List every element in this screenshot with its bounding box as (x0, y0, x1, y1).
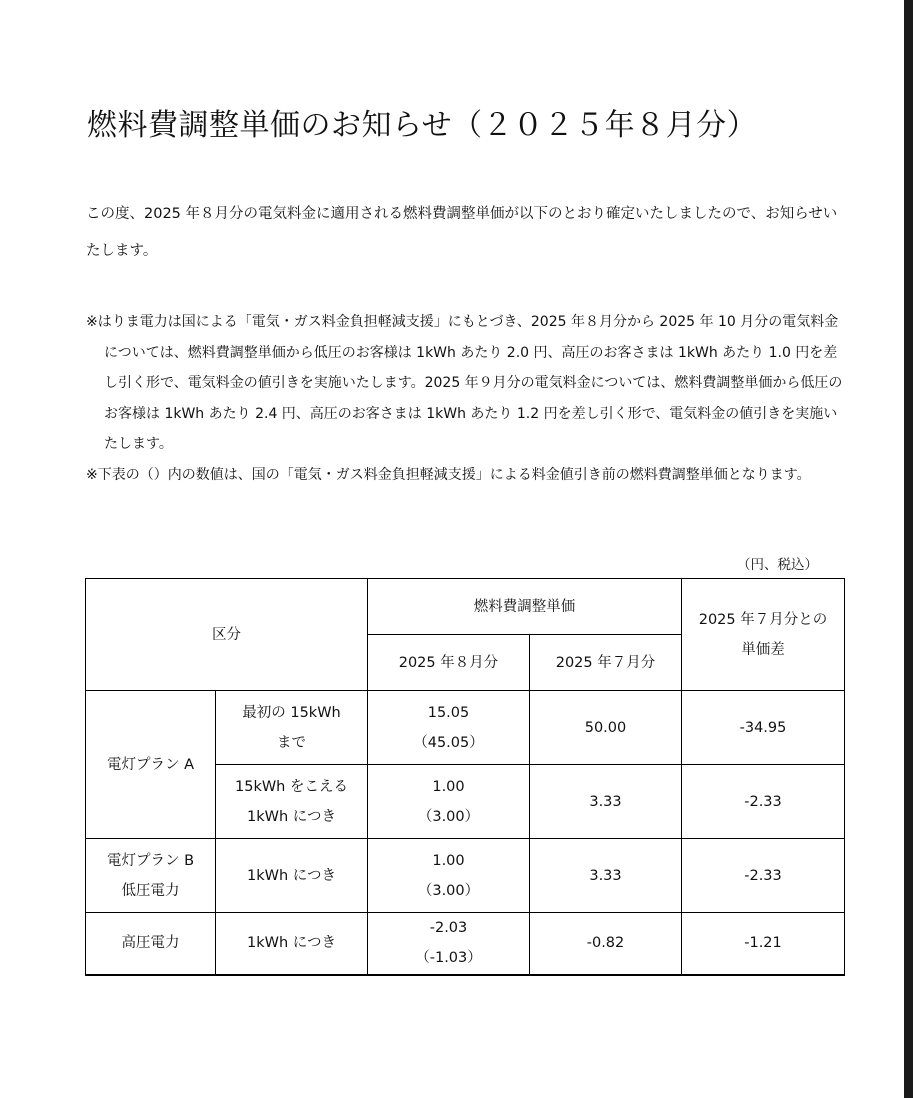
plan-cell: 電灯プラン B 低圧電力 (86, 839, 216, 913)
unit-label: （円、税込） (737, 557, 818, 573)
august-price-cell (368, 839, 530, 913)
table-header-row (86, 579, 845, 635)
price-difference-cell: -1.21 (682, 913, 845, 975)
august-price-before-discount: （3.00） (417, 882, 480, 899)
table-row (86, 691, 845, 765)
fuel-adjustment-table (85, 578, 845, 976)
tier-cell: 15kWh をこえる 1kWh につき (216, 765, 368, 839)
august-price-before-discount: （45.05） (413, 734, 484, 751)
page-title: 燃料費調整単価のお知らせ（２０２５年８月分） (87, 108, 758, 143)
august-price-before-discount: （-1.03） (415, 950, 482, 967)
price-difference-cell: -34.95 (682, 691, 845, 765)
august-price-cell (368, 913, 530, 975)
header-unit-price: 燃料費調整単価 (368, 579, 682, 635)
tier-cell: 1kWh につき (216, 839, 368, 913)
intro-paragraph: この度、2025 年８月分の電気料金に適用される燃料費調整単価が以下のとおり確定いたしましたので、お知らせいたします。 (86, 206, 838, 259)
header-august: 2025 年８月分 (368, 635, 530, 691)
august-price: 1.00 (432, 778, 465, 795)
note-discount-support: ※はりま電力は国による「電気・ガス料金負担軽減支援」にもとづき、2025 年８月分から 2025 年 10 月分の電気料金については、燃料費調整単価から低圧のお客様は 1kWh あたり 2.0 円、高圧のお客さまは 1kWh あたり 1.0 円を差し引く形で、電気料金の値引きを実施いたします。2025 年９月分の電気料金については、燃料費調整単価から低圧のお客様は 1kWh あたり 2.4 円、高圧のお客さまは 1kWh あたり 1.2 円を差し引く形で、電気料金の値引きを実施いたします。 (86, 314, 843, 452)
price-difference-cell: -2.33 (682, 839, 845, 913)
plan-cell: 高圧電力 (86, 913, 216, 975)
note-parentheses-values: ※下表の（）内の数値は、国の「電気・ガス料金負担軽減支援」による料金値引き前の燃料費調整単価となります。 (86, 466, 811, 483)
august-price-cell (368, 765, 530, 839)
header-price-difference: 2025 年７月分との単価差 (682, 579, 845, 691)
july-price-cell: -0.82 (530, 913, 682, 975)
window-edge-bar (904, 0, 913, 1098)
august-price: 1.00 (432, 852, 465, 869)
table-row (86, 913, 845, 975)
notes-section (86, 307, 846, 490)
price-difference-cell: -2.33 (682, 765, 845, 839)
tier-cell: 最初の 15kWh まで (216, 691, 368, 765)
august-price-cell (368, 691, 530, 765)
july-price-cell: 3.33 (530, 839, 682, 913)
august-price-before-discount: （3.00） (417, 808, 480, 825)
july-price-cell: 50.00 (530, 691, 682, 765)
plan-cell: 電灯プラン A (86, 691, 216, 839)
header-category: 区分 (86, 579, 368, 691)
header-july: 2025 年７月分 (530, 635, 682, 691)
august-price: 15.05 (427, 704, 470, 721)
table-row (86, 839, 845, 913)
august-price: -2.03 (429, 920, 468, 937)
tier-cell: 1kWh につき (216, 913, 368, 975)
july-price-cell: 3.33 (530, 765, 682, 839)
